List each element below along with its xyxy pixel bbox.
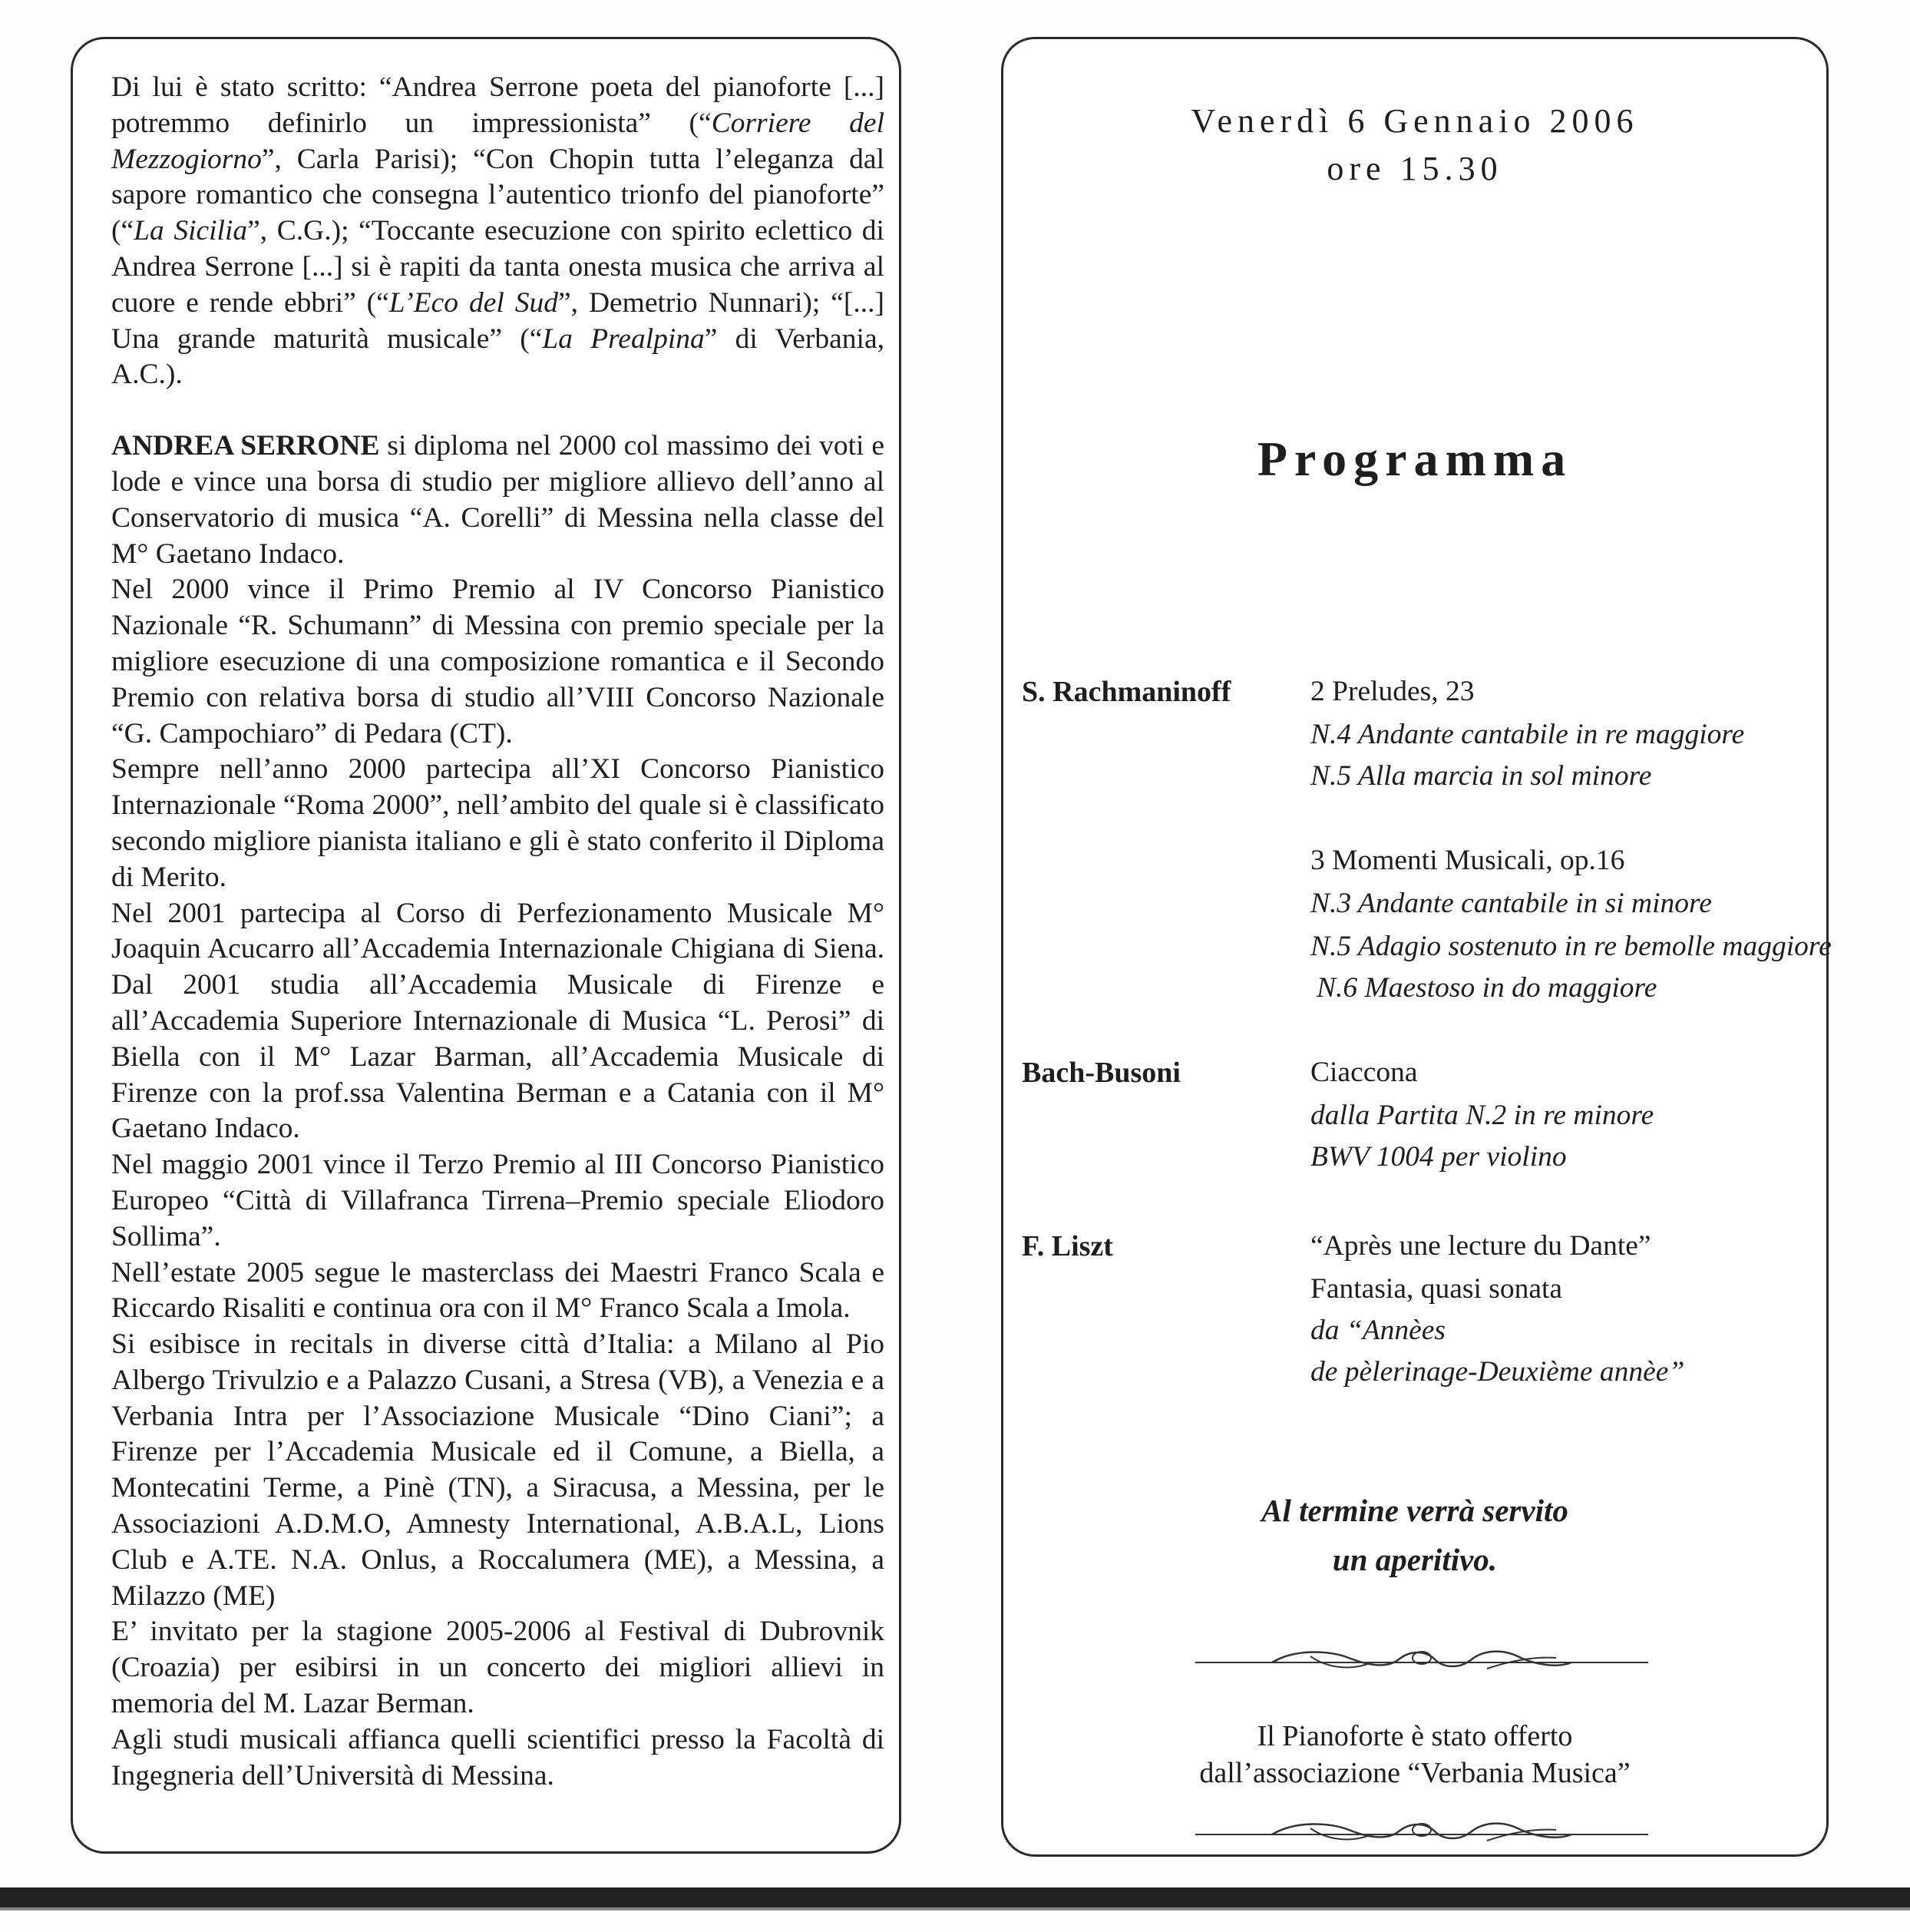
- sponsor-note: Il Pianoforte è stato offerto: [1257, 1720, 1573, 1752]
- bio-paragraph: Nel maggio 2001 vince il Terzo Premio al III Concorso Pianistico Europeo “Città di Villafranca Tirrena–Premio speciale Eliodoro Sollima”.: [111, 1149, 884, 1252]
- page-bottom-edge: [0, 1887, 1910, 1907]
- sponsor-note: dall’associazione “Verbania Musica”: [1199, 1757, 1631, 1789]
- work-line: “Après une lecture du Dante”: [1310, 1230, 1651, 1262]
- biography-text: [111, 70, 884, 1794]
- concert-date: Venerdì 6 Gennaio 2006: [1191, 102, 1639, 140]
- flourish-divider-icon: [1195, 1646, 1648, 1676]
- bio-paragraph: Nel 2001 partecipa al Corso di Perfezionamento Musicale M° Joaquin Acucarro all’Accademia Internazionale Chigiana di Siena. Dal 2001 studia all’Accademia Musicale di Firenze e all’Accademia Superiore Internazionale di Musica “L. Perosi” di Biella con il M° Lazar Barman, all’Accademia Musicale di Firenze con la prof.ssa Valentina Berman e a Catania con il M° Gaetano Indaco.: [111, 897, 884, 1145]
- flourish-divider-icon: [1195, 1818, 1648, 1848]
- press-quotes-paragraph: Di lui è stato scritto: “Andrea Serrone poeta del pianoforte [...] potremmo definirlo un impressionista” (“Corriere del Mezzogiorno”, Carla Parisi); “Con Chopin tutta l’eleganza dal sapore romantico che consegna l’autentico trionfo del pianoforte” (“La Sicilia”, C.G.); “Toccante esecuzione con spirito eclettico di Andrea Serrone [...] si è rapiti da tanta onesta musica che arriva al cuore e rende ebbri” (“L’Eco del Sud”, Demetrio Nunnari); “[...] Una grande maturità musicale” (“La Prealpina” di Verbania, A.C.).: [111, 71, 885, 391]
- biography-panel: [71, 37, 901, 1854]
- program-panel: [1001, 37, 1832, 1857]
- bio-paragraph: Sempre nell’anno 2000 partecipa all’XI Concorso Pianistico Internazionale “Roma 2000”, nell’ambito del quale si è classificato secondo migliore pianista italiano e gli è stato conferito il Diploma di Merito.: [111, 753, 884, 893]
- bio-paragraph: Si esibisce in recitals in diverse città d’Italia: a Milano al Pio Albergo Trivulzio e a Palazzo Cusani, a Stresa (VB), a Venezia e a Verbania Intra per l’Associazione Musicale “Dino Ciani”; a Firenze per l’Accademia Musicale ed il Comune, a Biella, a Montecatini Terme, a Pinè (TN), a Siracusa, a Messina, per le Associazioni A.D.M.O, Amnesty International, A.B.A.L, Lions Club e A.TE. N.A. Onlus, a Roccalumera (ME), a Messina, a Milazzo (ME): [111, 1328, 884, 1612]
- work-line: N.6 Maestoso in do maggiore: [1317, 972, 1657, 1004]
- work-line: Ciaccona: [1310, 1057, 1418, 1088]
- work-line: da “Annèes: [1310, 1315, 1446, 1346]
- work-line: 3 Momenti Musicali, op.16: [1310, 845, 1625, 876]
- aperitivo-line: Al termine verrà servito: [1261, 1493, 1568, 1528]
- composer-name: S. Rachmaninoff: [1022, 676, 1231, 708]
- page-bottom-edge-shadow: [0, 1907, 1910, 1910]
- work-line: dalla Partita N.2 in re minore: [1310, 1100, 1654, 1131]
- bio-paragraph: Agli studi musicali affianca quelli scientifici presso la Facoltà di Ingegneria dell’Università di Messina.: [111, 1723, 884, 1791]
- bio-paragraph: Nell’estate 2005 segue le masterclass dei Maestri Franco Scala e Riccardo Risaliti e continua ora con il M° Franco Scala a Imola.: [111, 1256, 884, 1325]
- work-line: N.5 Alla marcia in sol minore: [1310, 760, 1652, 792]
- composer-name: Bach-Busoni: [1022, 1057, 1181, 1089]
- work-line: de pèlerinage-Deuxième annèe”: [1310, 1356, 1685, 1388]
- bio-paragraph: Nel 2000 vince il Primo Premio al IV Concorso Pianistico Nazionale “R. Schumann” di Messina con premio speciale per la migliore esecuzione di una composizione romantica e il Secondo Premio con relativa borsa di studio all’VIII Concorso Nazionale “G. Campochiaro” di Pedara (CT).: [111, 574, 884, 749]
- work-line: N.3 Andante cantabile in si minore: [1310, 888, 1712, 919]
- work-line: Fantasia, quasi sonata: [1310, 1273, 1563, 1305]
- bio-paragraph: E’ invitato per la stagione 2005-2006 al Festival di Dubrovnik (Croazia) per esibirsi in un concerto dei migliori allievi in memoria del M. Lazar Berman.: [111, 1616, 884, 1720]
- work-line: N.4 Andante cantabile in re maggiore: [1310, 719, 1745, 750]
- aperitivo-line: un aperitivo.: [1332, 1542, 1498, 1577]
- artist-name: ANDREA SERRONE: [111, 430, 380, 462]
- work-line: N.5 Adagio sostenuto in re bemolle maggiore: [1310, 931, 1832, 962]
- diploma-paragraph: ANDREA SERRONE si diploma nel 2000 col massimo dei voti e lode e vince una borsa di studio per migliore allievo dell’anno al Conservatorio di musica “A. Corelli” di Messina nella classe del M° Gaetano Indaco.: [111, 430, 884, 570]
- composer-name: F. Liszt: [1022, 1230, 1113, 1262]
- concert-time: ore 15.30: [1327, 150, 1503, 187]
- program-title: Programma: [1257, 432, 1573, 486]
- work-line: BWV 1004 per violino: [1310, 1141, 1567, 1173]
- work-line: 2 Preludes, 23: [1310, 676, 1475, 707]
